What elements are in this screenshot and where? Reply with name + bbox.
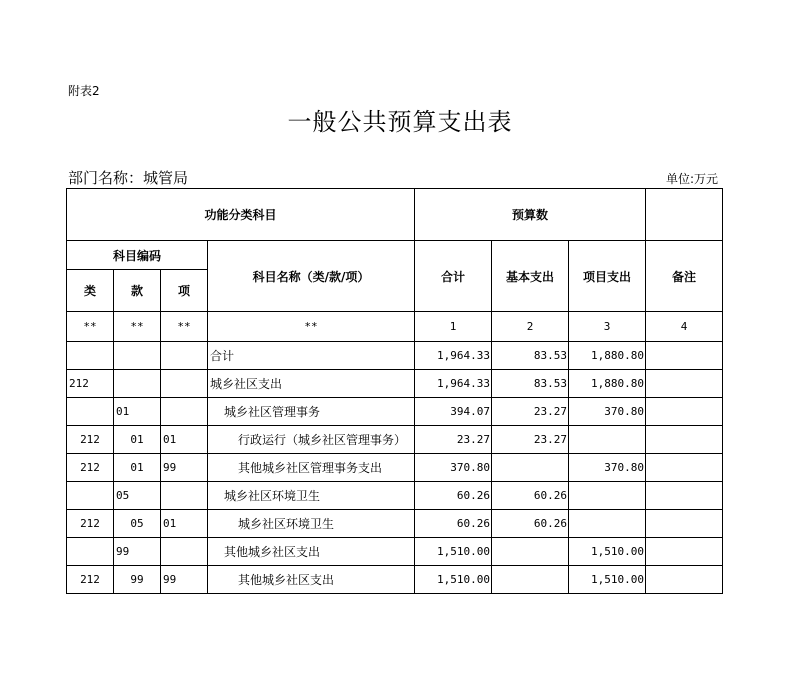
cell-item	[161, 538, 208, 566]
unit-label: 单位:万元	[665, 172, 718, 186]
index-project: 3	[569, 312, 646, 342]
cell-basic: 60.26	[492, 510, 569, 538]
cell-class	[67, 538, 114, 566]
cell-project	[569, 426, 646, 454]
cell-class: 212	[67, 370, 114, 398]
budget-table	[66, 188, 723, 594]
cell-remarks	[646, 370, 723, 398]
header-subject-code: 科目编码	[67, 241, 208, 270]
cell-remarks	[646, 426, 723, 454]
cell-basic: 23.27	[492, 426, 569, 454]
cell-item: 99	[161, 454, 208, 482]
attachment-label: 附表2	[68, 84, 100, 98]
cell-basic	[492, 454, 569, 482]
table-row	[67, 342, 723, 370]
header-item: 项	[161, 270, 208, 312]
cell-class	[67, 482, 114, 510]
cell-section	[114, 342, 161, 370]
cell-total: 60.26	[415, 510, 492, 538]
cell-remarks	[646, 342, 723, 370]
cell-remarks	[646, 510, 723, 538]
cell-project: 1,880.80	[569, 370, 646, 398]
cell-total: 1,964.33	[415, 370, 492, 398]
cell-remarks	[646, 454, 723, 482]
cell-remarks	[646, 566, 723, 594]
cell-remarks	[646, 538, 723, 566]
header-functional-category: 功能分类科目	[67, 189, 415, 241]
cell-project: 1,510.00	[569, 538, 646, 566]
cell-total: 1,964.33	[415, 342, 492, 370]
department-name: 部门名称：城管局	[68, 169, 189, 187]
index-total: 1	[415, 312, 492, 342]
cell-project: 1,510.00	[569, 566, 646, 594]
cell-name: 城乡社区环境卫生	[208, 482, 415, 510]
cell-class: 212	[67, 566, 114, 594]
header-section: 款	[114, 270, 161, 312]
table-row	[67, 538, 723, 566]
header-project-expenditure: 项目支出	[569, 241, 646, 312]
table-row	[67, 370, 723, 398]
cell-name: 城乡社区环境卫生	[208, 510, 415, 538]
table-row	[67, 454, 723, 482]
cell-section	[114, 370, 161, 398]
index-section: **	[114, 312, 161, 342]
cell-section: 01	[114, 454, 161, 482]
cell-name: 合计	[208, 342, 415, 370]
cell-section: 05	[114, 482, 161, 510]
header-subject-name: 科目名称（类/款/项）	[208, 241, 415, 312]
cell-basic: 23.27	[492, 398, 569, 426]
cell-section: 99	[114, 566, 161, 594]
index-class: **	[67, 312, 114, 342]
cell-item	[161, 398, 208, 426]
cell-total: 23.27	[415, 426, 492, 454]
cell-name: 其他城乡社区管理事务支出	[208, 454, 415, 482]
index-basic: 2	[492, 312, 569, 342]
cell-project	[569, 482, 646, 510]
cell-class: 212	[67, 426, 114, 454]
header-remarks: 备注	[646, 241, 723, 312]
cell-name: 城乡社区管理事务	[208, 398, 415, 426]
cell-section: 99	[114, 538, 161, 566]
cell-project: 370.80	[569, 398, 646, 426]
cell-item: 01	[161, 426, 208, 454]
cell-total: 370.80	[415, 454, 492, 482]
cell-section: 01	[114, 426, 161, 454]
cell-basic: 83.53	[492, 342, 569, 370]
cell-class: 212	[67, 510, 114, 538]
cell-item	[161, 482, 208, 510]
header-basic-expenditure: 基本支出	[492, 241, 569, 312]
cell-project: 370.80	[569, 454, 646, 482]
cell-name: 其他城乡社区支出	[208, 566, 415, 594]
cell-basic	[492, 538, 569, 566]
cell-project: 1,880.80	[569, 342, 646, 370]
cell-total: 1,510.00	[415, 566, 492, 594]
page-title: 一般公共预算支出表	[287, 108, 513, 136]
cell-section: 05	[114, 510, 161, 538]
cell-basic: 83.53	[492, 370, 569, 398]
cell-project	[569, 510, 646, 538]
index-remarks: 4	[646, 312, 723, 342]
cell-section: 01	[114, 398, 161, 426]
cell-class	[67, 398, 114, 426]
cell-remarks	[646, 482, 723, 510]
cell-basic	[492, 566, 569, 594]
cell-item	[161, 370, 208, 398]
cell-name: 其他城乡社区支出	[208, 538, 415, 566]
cell-item: 01	[161, 510, 208, 538]
cell-class	[67, 342, 114, 370]
header-budget-amount: 预算数	[415, 189, 646, 241]
index-name: **	[208, 312, 415, 342]
table-row	[67, 482, 723, 510]
cell-name: 城乡社区支出	[208, 370, 415, 398]
cell-item: 99	[161, 566, 208, 594]
cell-total: 394.07	[415, 398, 492, 426]
table-row	[67, 398, 723, 426]
cell-name: 行政运行（城乡社区管理事务）	[208, 426, 415, 454]
header-total: 合计	[415, 241, 492, 312]
cell-remarks	[646, 398, 723, 426]
table-row	[67, 426, 723, 454]
header-blank	[646, 189, 723, 241]
index-item: **	[161, 312, 208, 342]
cell-class: 212	[67, 454, 114, 482]
cell-basic: 60.26	[492, 482, 569, 510]
cell-item	[161, 342, 208, 370]
header-class: 类	[67, 270, 114, 312]
table-row	[67, 510, 723, 538]
table-row	[67, 566, 723, 594]
cell-total: 60.26	[415, 482, 492, 510]
cell-total: 1,510.00	[415, 538, 492, 566]
